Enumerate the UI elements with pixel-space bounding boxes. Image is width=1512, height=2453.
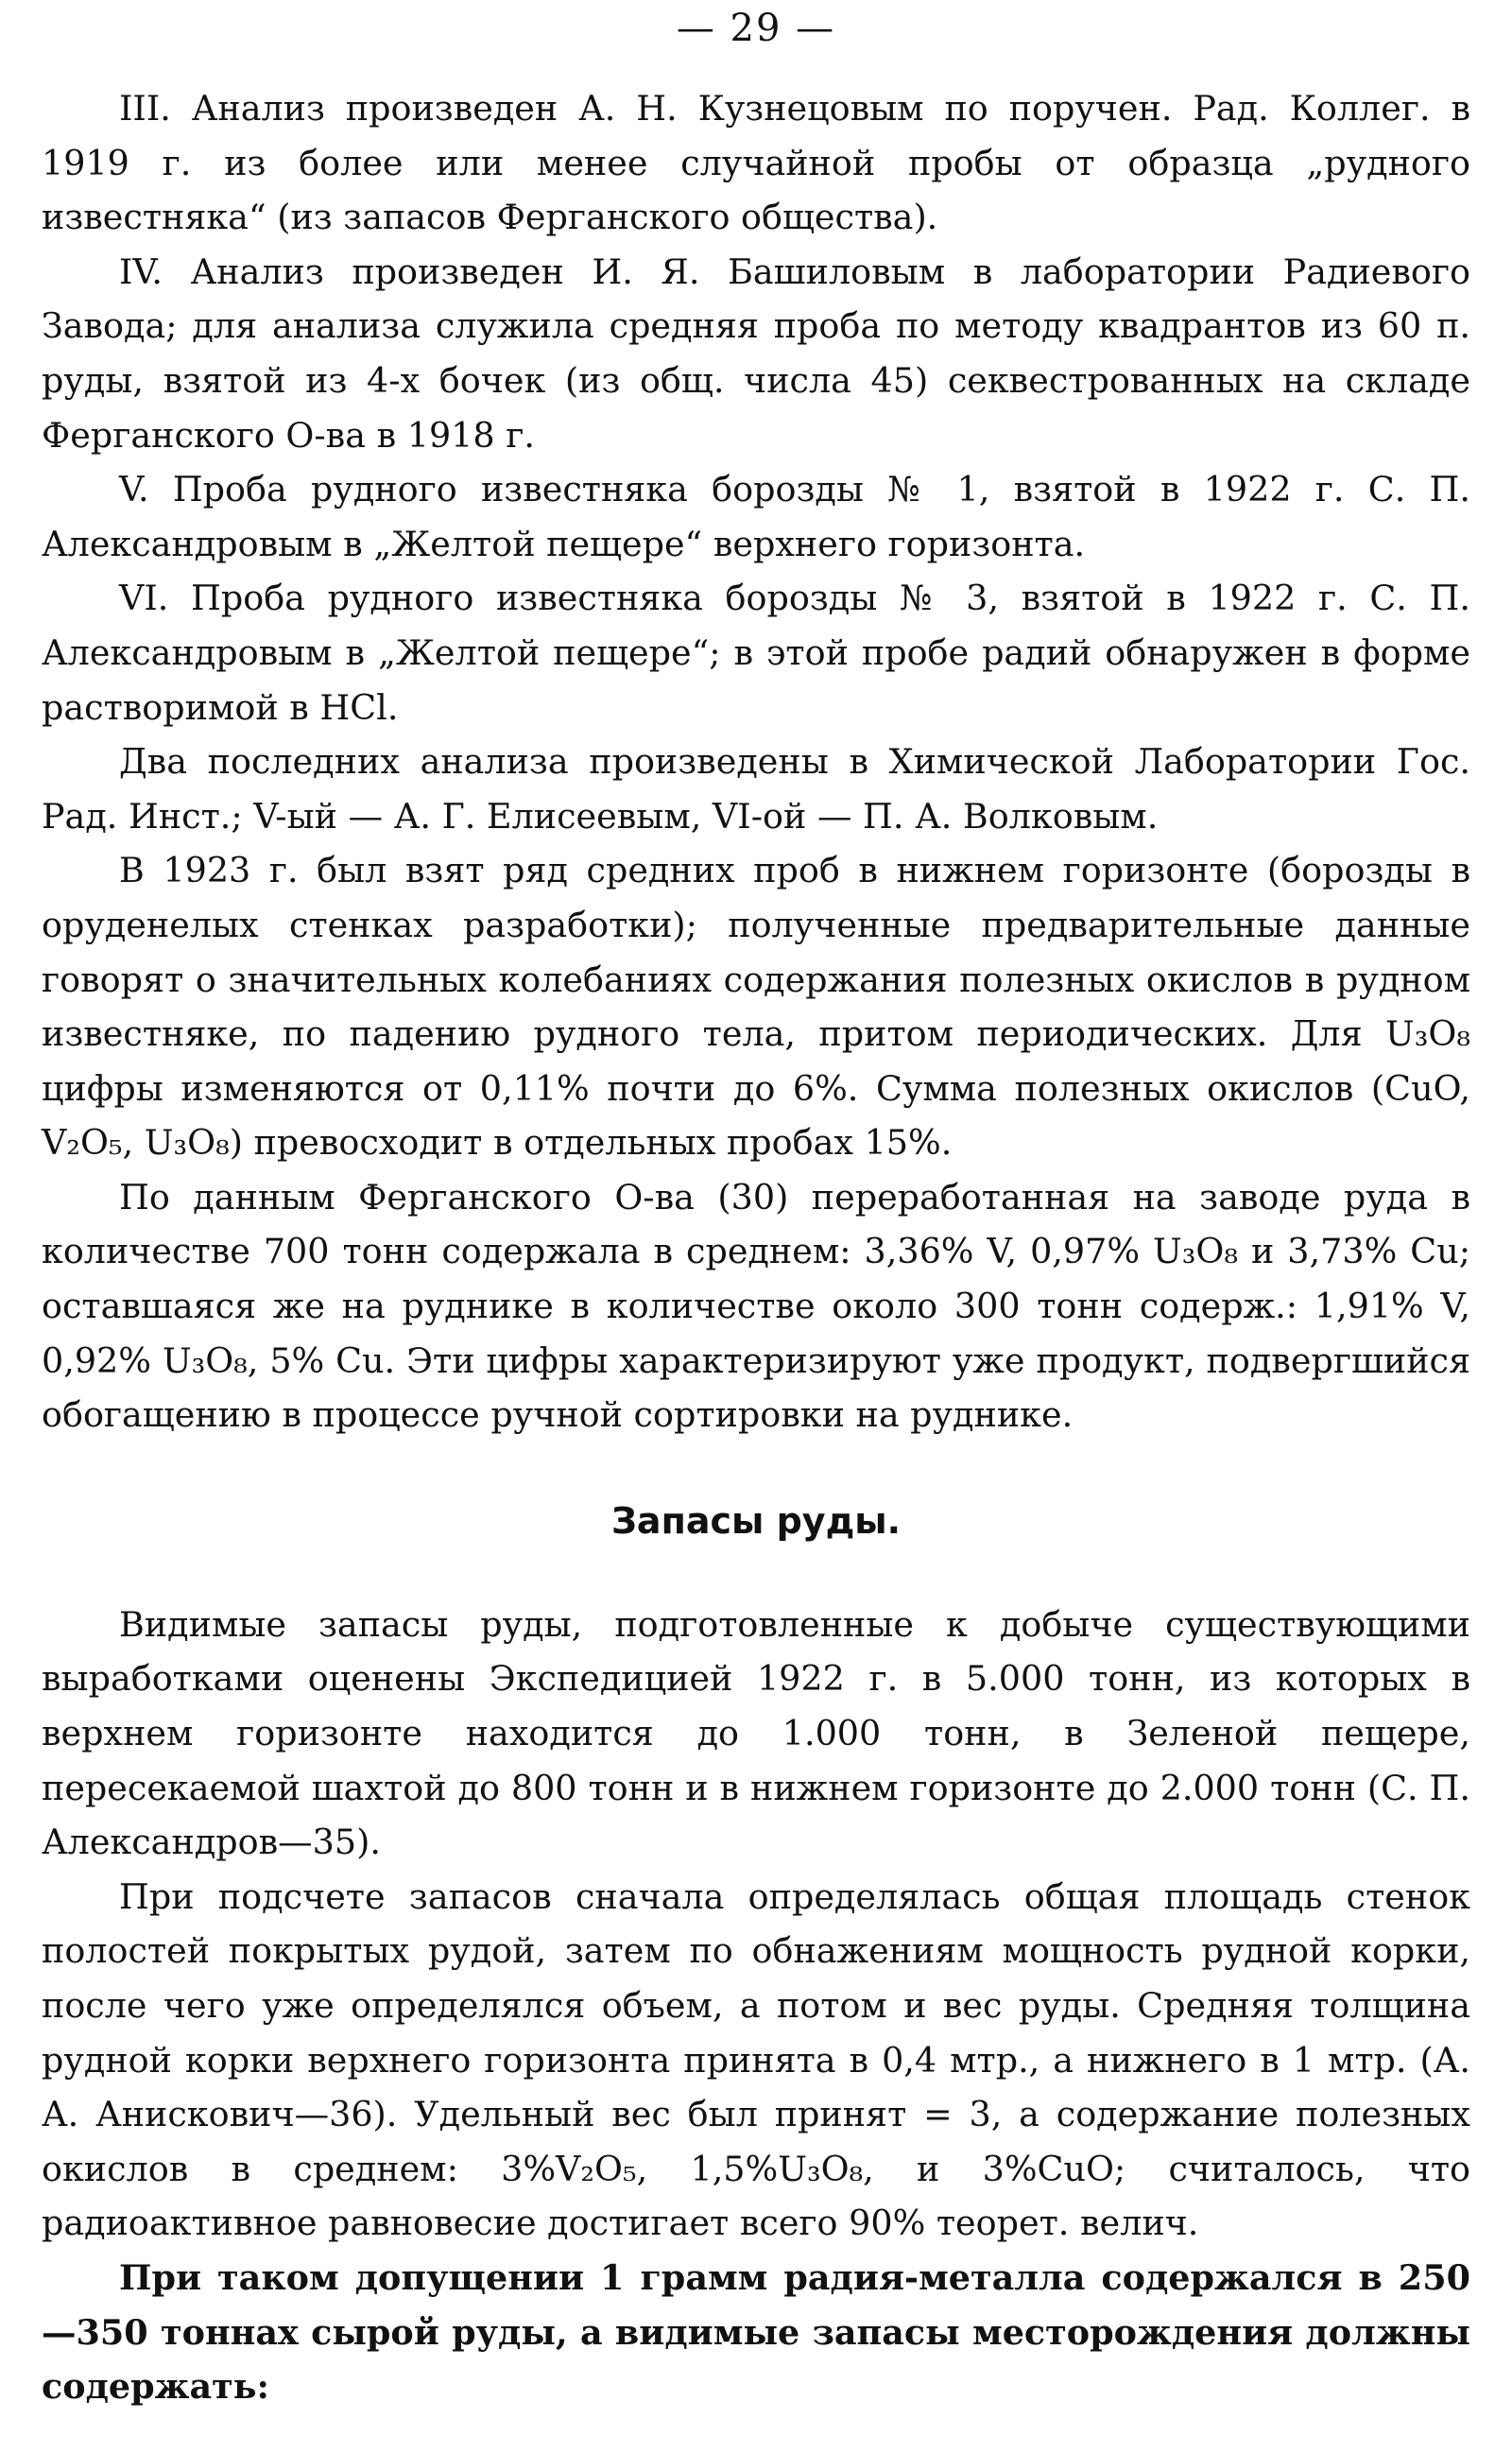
paragraph-fergana-data: По данным Ферганского О-ва (30) переработанная на заводе руда в количестве 700 тонн содержала в среднем: 3,36% V, 0,97% U₃O₈ и 3,73% Cu; оставшаяся же на руднике в количестве около 300 тонн содерж.: 1,91% V, 0,92% U₃O₈, 5% Cu. Эти цифры характеризируют уже продукт, подвергшийся обогащению в процессе ручной сортировки на руднике. bbox=[42, 1176, 1470, 1436]
paragraph-analysis-iii: III. Анализ произведен А. Н. Кузнецовым по поручен. Рад. Коллег. в 1919 г. из более или менее случайной пробы от образца „рудного известняка“ (из запасов Ферганского общества). bbox=[42, 88, 1470, 238]
ore-reserves-section bbox=[42, 1598, 1470, 2414]
paragraph-calculation: При подсчете запасов сначала определялась общая площадь стенок полостей покрытых рудой, затем по обнажениям мощность рудной корки, после чего уже определялся объем, а потом и вес руды. Средняя толщина рудной корки верхнего горизонта принята в 0,4 мтр., а нижнего в 1 мтр. (А. А. Анискович—36). Удельный вес был принят = 3, а содержание полезных окислов в среднем: 3%V₂O₅, 1,5%U₃O₈, и 3%CuO; считалось, что радиоактивное равновесие достигает всего 90% теорет. велич. bbox=[42, 1875, 1470, 2244]
paragraph-analysis-iv: IV. Анализ произведен И. Я. Башиловым в лаборатории Радиевого Завода; для анализа служила средняя проба по методу квадрантов из 60 п. руды, взятой из 4-х бочек (из общ. числа 45) секвестрованных на складе Ферганского О-ва в 1918 г. bbox=[42, 250, 1470, 456]
paragraph-analysis-vi: VI. Проба рудного известняка борозды № 3, взятой в 1922 г. С. П. Александровым в „Желтой пещере“; в этой пробе радий обнаружен в форме растворимой в HCl. bbox=[42, 578, 1470, 728]
analysis-notes bbox=[42, 81, 1470, 1442]
paragraph-radium-content: При таком допущении 1 грамм радия-металла содержался в 250—350 тоннах сырой руды, а видимые запасы месторождения должны содержать: bbox=[42, 2256, 1470, 2408]
paragraph-1923-samples: В 1923 г. был взят ряд средних проб в нижнем горизонте (борозды в оруденелых стенках разработки); полученные предварительные данные говорят о значительных колебаниях содержания полезных окислов в рудном известняке, по падению рудного тела, притом периодических. Для U₃O₈ цифры изменяются от 0,11% почти до 6%. Сумма полезных окислов (CuO, V₂O₅, U₃O₈) превосходит в отдельных пробах 15%. bbox=[42, 850, 1470, 1164]
section-heading: Запасы руды. bbox=[610, 1499, 902, 1542]
document-page bbox=[42, 0, 1470, 2414]
paragraph-analysis-v: V. Проба рудного известняка борозды № 1, взятой в 1922 г. С. П. Александровым в „Желтой пещере“ верхнего горизонта. bbox=[42, 469, 1470, 564]
paragraph-visible-reserves: Видимые запасы руды, подготовленные к добыче существующими выработками оценены Экспедицией 1922 г. в 5.000 тонн, из которых в верхнем горизонте находится до 1.000 тонн, в Зеленой пещере, пересекаемой шахтой до 800 тонн и в нижнем горизонте до 2.000 тонн (С. П. Александров—35). bbox=[42, 1603, 1470, 1863]
page-number: — 29 — bbox=[676, 7, 836, 50]
paragraph-last-analyses: Два последних анализа произведены в Химической Лаборатории Гос. Рад. Инст.; V-ый — А. Г. Елисеевым, VI-ой — П. А. Волковым. bbox=[42, 741, 1470, 837]
